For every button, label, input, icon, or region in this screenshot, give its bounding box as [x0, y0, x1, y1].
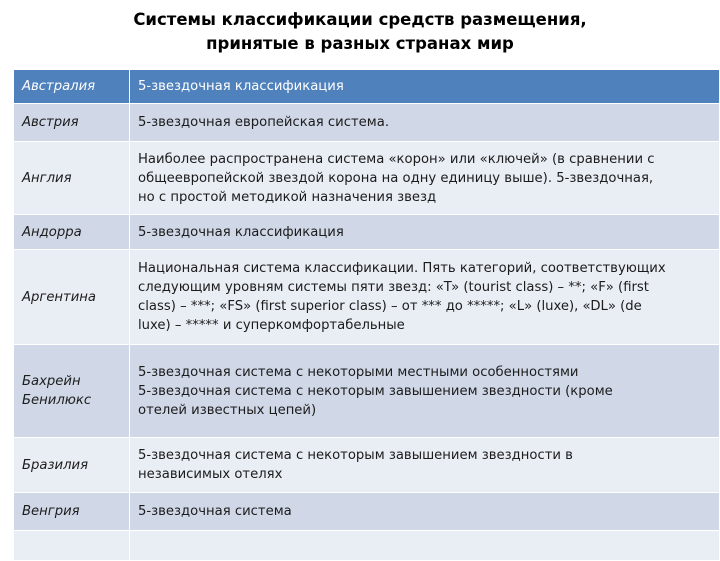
title-line-2: принятые в разных странах мир [206, 34, 514, 53]
system-line: но с простой методикой назначения звезд [138, 189, 437, 205]
system-line: 5-звездочная европейская система. [138, 115, 390, 130]
table-row [14, 142, 720, 215]
system-line: 5-звездочная классификация [138, 224, 344, 240]
classification-table [13, 69, 720, 561]
system-cell [130, 345, 720, 438]
country-cell [14, 438, 130, 493]
system-line: 5-звездочная система [138, 504, 292, 519]
system-line: 5-звездочная система с некоторым завышением звездности (кроме [138, 383, 613, 399]
country-cell [14, 104, 130, 142]
country-cell [14, 250, 130, 345]
system-cell [130, 215, 720, 250]
country-name: Венгрия [22, 504, 80, 519]
header-country-cell: Австралия [14, 70, 130, 104]
table-row [14, 215, 720, 250]
system-cell [130, 531, 720, 561]
country-name: Аргентина [22, 289, 97, 305]
country-cell [14, 531, 130, 561]
table-row [14, 438, 720, 493]
page-title [0, 8, 720, 56]
table-row [14, 345, 720, 438]
country-cell [14, 215, 130, 250]
table-row [14, 493, 720, 531]
system-line: следующим уровням системы пяти звезд: «T» (tourist class) – **; «F» (first [138, 280, 649, 295]
system-cell [130, 250, 720, 345]
system-cell [130, 104, 720, 142]
system-cell [130, 493, 720, 531]
country-name: Бразилия [22, 457, 89, 473]
table-row [14, 531, 720, 561]
country-cell [14, 345, 130, 438]
country-name: Бахрейн [22, 374, 81, 389]
table-row [14, 250, 720, 345]
header-system-cell: 5-звездочная классификация [130, 70, 720, 104]
country-name: Бенилюкс [22, 393, 92, 408]
system-line: общеевропейской звездой корона на одну единицу выше). 5-звездочная, [138, 170, 654, 186]
country-cell [14, 493, 130, 531]
system-cell [130, 438, 720, 493]
system-line: отелей известных цепей) [138, 402, 317, 418]
country-name: Австрия [22, 115, 79, 130]
country-cell [14, 142, 130, 215]
country-name: Англия [22, 170, 72, 186]
title-line-1: Системы классификации средств размещения, [133, 10, 587, 29]
table-row [14, 104, 720, 142]
system-line: luxe) – ***** и суперкомфортабельные [138, 318, 405, 333]
country-name: Андорра [22, 224, 82, 240]
system-line: Наиболее распространена система «корон» или «ключей» (в сравнении с [138, 151, 655, 167]
system-line: Национальная система классификации. Пять категорий, соответствующих [138, 261, 666, 276]
system-line: независимых отелях [138, 467, 283, 482]
system-line: class) – ***; «FS» (first superior class) – от *** до *****; «L» (luxe), «DL» (de [138, 299, 642, 314]
system-cell [130, 142, 720, 215]
table-header-row [14, 70, 720, 104]
system-line: 5-звездочная система с некоторым завышением звездности в [138, 448, 573, 463]
system-line: 5-звездочная система с некоторыми местными особенностями [138, 364, 579, 380]
